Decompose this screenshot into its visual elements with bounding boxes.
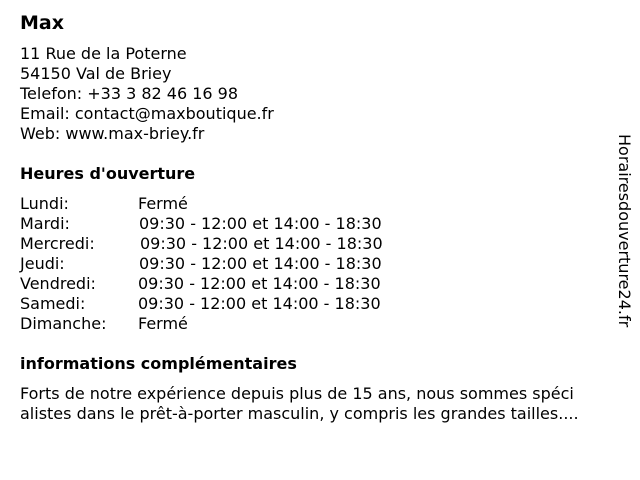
- address-line-2: 54150 Val de Briey: [20, 64, 172, 83]
- day-hours: 09:30 - 12:00 et 14:00 - 18:30: [138, 294, 381, 313]
- day-hours: Fermé: [138, 314, 188, 333]
- business-name: Max: [20, 12, 64, 34]
- info-heading: informations complémentaires: [20, 354, 297, 373]
- watermark-text: Horairesdouverture24.fr: [615, 134, 634, 328]
- hours-heading: Heures d'ouverture: [20, 164, 196, 183]
- day-hours: 09:30 - 12:00 et 14:00 - 18:30: [138, 274, 381, 293]
- web-text: Web: www.max-briey.fr: [20, 124, 205, 143]
- day-label: Vendredi:: [20, 274, 96, 293]
- info-text: [20, 384, 579, 424]
- day-label: Jeudi:: [20, 254, 65, 273]
- day-hours: 09:30 - 12:00 et 14:00 - 18:30: [139, 254, 382, 273]
- phone-text: Telefon: +33 3 82 46 16 98: [20, 84, 239, 103]
- day-hours: 09:30 - 12:00 et 14:00 - 18:30: [140, 234, 383, 253]
- day-label: Mercredi:: [20, 234, 95, 253]
- day-hours: Fermé: [138, 194, 188, 213]
- day-label: Samedi:: [20, 294, 86, 313]
- info-line-1: Forts de notre expérience depuis plus de 15 ans, nous sommes spéci: [20, 384, 574, 403]
- day-hours: 09:30 - 12:00 et 14:00 - 18:30: [139, 214, 382, 233]
- day-label: Lundi:: [20, 194, 69, 213]
- address-line-1: 11 Rue de la Poterne: [20, 44, 187, 63]
- info-line-2: alistes dans le prêt-à-porter masculin, y compris les grandes tailles....: [20, 404, 579, 423]
- contact-block: [20, 44, 274, 144]
- day-label: Dimanche:: [20, 314, 107, 333]
- day-label: Mardi:: [20, 214, 70, 233]
- email-text: Email: contact@maxboutique.fr: [20, 104, 274, 123]
